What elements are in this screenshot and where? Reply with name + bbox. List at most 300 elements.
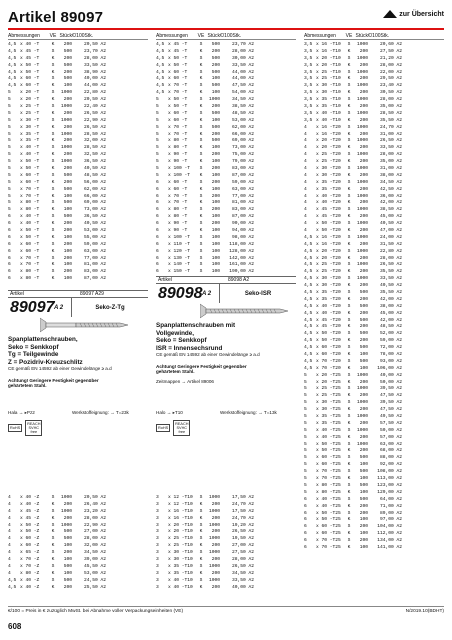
cell-qty: 200 bbox=[211, 193, 220, 199]
table-row bbox=[304, 310, 444, 317]
cell-length: x 35 -T10 bbox=[316, 97, 341, 103]
cell-qty: 100 bbox=[63, 248, 72, 254]
table-row bbox=[8, 117, 148, 124]
cell-price: 26,50 A2 bbox=[231, 563, 254, 569]
cell-dia: 4,5 bbox=[156, 62, 165, 68]
cell-dia: 6 bbox=[156, 214, 159, 220]
cell-pack: S bbox=[199, 234, 203, 240]
cell-length: x 45 -T20 bbox=[316, 324, 341, 330]
table-row bbox=[304, 241, 444, 248]
table-col-2 bbox=[156, 32, 296, 275]
cell-length: x 60 -T bbox=[168, 186, 188, 192]
article-description bbox=[8, 336, 148, 389]
cell-pack: S bbox=[51, 159, 55, 165]
cell-dia: 4,5 bbox=[8, 41, 17, 47]
cell-pack: S bbox=[51, 131, 55, 137]
cell-qty: 200 bbox=[211, 515, 220, 521]
cell-price: 57,50 A2 bbox=[379, 420, 402, 426]
cell-pack: K bbox=[199, 186, 203, 192]
cell-length: x 20 -T bbox=[20, 90, 40, 96]
cell-dia: 6 bbox=[8, 241, 11, 247]
cell-price: 190,00 A2 bbox=[229, 269, 254, 275]
cell-dia: 5 bbox=[8, 179, 11, 185]
table-row bbox=[156, 549, 296, 556]
cell-qty: 200 bbox=[63, 584, 72, 590]
cell-pack: K bbox=[199, 529, 203, 535]
cell-price: 56,00 A2 bbox=[83, 179, 106, 185]
cell-dia: 4 bbox=[8, 529, 11, 535]
cell-pack: S bbox=[51, 536, 55, 542]
table-row bbox=[304, 406, 444, 413]
cell-dia: 3,5 bbox=[304, 110, 313, 116]
cell-length: x 70 -T bbox=[168, 193, 188, 199]
cell-length: x 35 -T20 bbox=[316, 179, 341, 185]
reach-badge: REACH SVHC free bbox=[27, 421, 41, 434]
table-row bbox=[304, 186, 444, 193]
cell-qty: 200 bbox=[359, 310, 368, 316]
table-row bbox=[304, 213, 444, 220]
cell-qty: 200 bbox=[359, 503, 368, 509]
cell-length: x 30 -T20 bbox=[316, 276, 341, 282]
column-header: Stück bbox=[355, 32, 368, 39]
cell-pack: S bbox=[347, 524, 351, 530]
cell-price: 33,50 A2 bbox=[379, 145, 402, 151]
cell-qty: 200 bbox=[211, 179, 220, 185]
cell-dia: 4 bbox=[8, 508, 11, 514]
cell-qty: 200 bbox=[359, 379, 368, 385]
table-row bbox=[156, 165, 296, 172]
cell-pack: K bbox=[51, 207, 55, 213]
cell-pack: K bbox=[51, 97, 55, 103]
cell-price: 47,50 A2 bbox=[231, 83, 254, 89]
cell-pack: S bbox=[51, 227, 55, 233]
cell-dia: 4,5 bbox=[8, 48, 17, 54]
cell-pack: K bbox=[199, 501, 203, 507]
cell-price: 40,50 A2 bbox=[83, 165, 106, 171]
cell-qty: 100 bbox=[211, 255, 220, 261]
cell-qty: 200 bbox=[211, 556, 220, 562]
cell-price: 134,00 A2 bbox=[377, 538, 402, 544]
cell-dia: 5 bbox=[8, 159, 11, 165]
cell-length: x 70 -T bbox=[168, 90, 188, 96]
cell-price: 63,00 A2 bbox=[83, 248, 106, 254]
cell-price: 27,00 A2 bbox=[231, 543, 254, 549]
cell-price: 22,40 A2 bbox=[83, 103, 106, 109]
cell-price: 27,00 A2 bbox=[83, 529, 106, 535]
cell-price: 92,00 A2 bbox=[379, 462, 402, 468]
cell-length: x 60 -T bbox=[168, 76, 188, 82]
cell-pack: K bbox=[347, 503, 351, 509]
cell-price: 64,00 A2 bbox=[379, 496, 402, 502]
table-row bbox=[156, 268, 296, 275]
cell-qty: 200 bbox=[359, 131, 368, 137]
cell-price: 23,70 A2 bbox=[231, 41, 254, 47]
cell-length: x 20 -T25 bbox=[316, 379, 341, 385]
cell-qty: 200 bbox=[63, 152, 72, 158]
cell-pack: K bbox=[347, 517, 351, 523]
table-row bbox=[304, 510, 444, 517]
cell-price: 27,50 A2 bbox=[231, 550, 254, 556]
table-row bbox=[156, 234, 296, 241]
cell-length: x 50 -T bbox=[168, 62, 188, 68]
cell-pack: K bbox=[347, 352, 351, 358]
table-row bbox=[304, 103, 444, 110]
cell-length: x 16 -T10 bbox=[316, 48, 341, 54]
cell-length: x 40 -T bbox=[20, 221, 40, 227]
cell-length: x 40 -T20 bbox=[316, 310, 341, 316]
table-row bbox=[8, 151, 148, 158]
cell-price: 141,00 A2 bbox=[377, 544, 402, 550]
cell-qty: 500 bbox=[359, 290, 368, 295]
table-row bbox=[8, 577, 148, 584]
cell-dia: 5 bbox=[156, 110, 159, 116]
table-row bbox=[304, 227, 444, 234]
cell-price: 77,00 A2 bbox=[83, 255, 106, 261]
cell-qty: 200 bbox=[359, 448, 368, 454]
cell-price: 38,90 A2 bbox=[83, 69, 106, 75]
cell-pack: K bbox=[347, 227, 351, 233]
cell-pack: S bbox=[51, 550, 55, 556]
cell-dia: 5 bbox=[304, 379, 307, 385]
table-row bbox=[156, 117, 296, 124]
cell-length: x 25 -T25 bbox=[316, 386, 341, 392]
cell-qty: 100 bbox=[211, 269, 220, 275]
cell-length: x 20 -T10 bbox=[316, 62, 341, 68]
cell-qty: 200 bbox=[359, 324, 368, 330]
cell-price: 23,20 A2 bbox=[83, 508, 106, 514]
cell-length: x 80 -T bbox=[168, 145, 188, 151]
cell-qty: 200 bbox=[63, 501, 72, 507]
table-row bbox=[8, 186, 148, 193]
cell-length: x 50 -T bbox=[20, 165, 40, 171]
cell-pack: S bbox=[199, 241, 203, 247]
cell-price: 53,00 A2 bbox=[83, 570, 106, 576]
cell-price: 24,70 A2 bbox=[231, 515, 254, 521]
cell-price: 83,00 A2 bbox=[231, 165, 254, 171]
table-header bbox=[8, 32, 148, 40]
cell-length: x 40 -Z bbox=[20, 577, 40, 583]
cell-price: 36,50 A2 bbox=[83, 159, 106, 165]
cell-length: x 30 -T20 bbox=[316, 165, 341, 171]
cell-price: 42,00 A2 bbox=[379, 296, 402, 302]
cell-qty: 100 bbox=[211, 200, 220, 206]
cell-length: x 40 -Z bbox=[20, 501, 40, 507]
cell-pack: K bbox=[199, 172, 203, 178]
material-label: Werkstoffeignung: → T=13k bbox=[220, 410, 277, 415]
cell-length: x 80 -T bbox=[20, 200, 40, 206]
cell-pack: K bbox=[347, 544, 351, 550]
cell-price: 123,00 A2 bbox=[377, 482, 402, 488]
cell-price: 33,50 A2 bbox=[83, 62, 106, 68]
cell-dia: 4,5 bbox=[156, 76, 165, 82]
cell-dia: 5 bbox=[156, 172, 159, 178]
table-row bbox=[304, 448, 444, 455]
cell-qty: 200 bbox=[63, 165, 72, 171]
cell-dia: 4,5 bbox=[304, 248, 313, 254]
cell-dia: 5 bbox=[304, 476, 307, 482]
cell-pack: S bbox=[347, 152, 351, 158]
table-row bbox=[8, 248, 148, 255]
cell-length: x 16 -T20 bbox=[316, 131, 341, 137]
table-row bbox=[304, 454, 444, 461]
cell-qty: 1000 bbox=[356, 110, 368, 116]
table-row bbox=[156, 556, 296, 563]
table-row bbox=[156, 55, 296, 62]
table-col-3 bbox=[304, 32, 444, 551]
cell-price: 23,70 A2 bbox=[83, 48, 106, 54]
cell-qty: 500 bbox=[63, 172, 72, 178]
cell-dia: 6 bbox=[304, 531, 307, 537]
cell-pack: K bbox=[51, 152, 55, 158]
cell-dia: 4,5 bbox=[304, 241, 313, 247]
cell-price: 47,00 A2 bbox=[379, 227, 402, 233]
cell-dia: 6 bbox=[8, 227, 11, 233]
table-row bbox=[304, 82, 444, 89]
cell-dia: 3 bbox=[156, 508, 159, 514]
cell-length: x 50 -T bbox=[168, 103, 188, 109]
cell-price: 36,00 A2 bbox=[379, 193, 402, 199]
cell-length: x 45 -Z bbox=[20, 515, 40, 521]
cell-dia: 5 bbox=[156, 145, 159, 151]
table-row bbox=[304, 392, 444, 399]
cell-pack: S bbox=[199, 152, 203, 158]
cell-length: x 35 -T25 bbox=[316, 414, 341, 420]
cell-pack: S bbox=[347, 331, 351, 337]
cell-pack: S bbox=[347, 345, 351, 351]
cell-length: x 16 -T20 bbox=[316, 234, 341, 240]
cell-pack: S bbox=[51, 62, 55, 68]
cell-qty: 100 bbox=[211, 76, 220, 82]
cell-qty: 500 bbox=[63, 186, 72, 192]
cell-dia: 6 bbox=[304, 503, 307, 509]
cell-dia: 4 bbox=[304, 124, 307, 130]
table-row bbox=[156, 255, 296, 262]
cell-pack: K bbox=[51, 124, 55, 130]
cell-pack: S bbox=[51, 172, 55, 178]
cell-qty: 200 bbox=[63, 97, 72, 103]
table-row bbox=[304, 516, 444, 523]
cell-length: x 40 -T25 bbox=[316, 503, 341, 509]
table-row bbox=[304, 248, 444, 255]
cell-pack: S bbox=[51, 563, 55, 569]
cell-qty: 200 bbox=[359, 296, 368, 302]
table-row bbox=[304, 131, 444, 138]
cell-price: 17,50 A2 bbox=[231, 494, 254, 500]
cell-qty: 200 bbox=[359, 214, 368, 220]
reach-badge: REACH SVHC free bbox=[175, 421, 189, 434]
table-row bbox=[8, 563, 148, 570]
cell-qty: 500 bbox=[359, 455, 368, 461]
cell-dia: 4,5 bbox=[304, 331, 313, 337]
cell-qty: 200 bbox=[359, 255, 368, 261]
cell-qty: 500 bbox=[359, 303, 368, 309]
table-row bbox=[156, 542, 296, 549]
cell-qty: 200 bbox=[359, 538, 368, 544]
cell-qty: 200 bbox=[63, 110, 72, 116]
cell-length: x 35 -T10 bbox=[316, 103, 341, 109]
cell-price: 26,50 A2 bbox=[379, 138, 402, 144]
table-row bbox=[156, 570, 296, 577]
cell-qty: 500 bbox=[211, 83, 220, 89]
cell-qty: 1000 bbox=[356, 386, 368, 392]
article-label: Artikel bbox=[158, 277, 172, 283]
article-label: Artikel bbox=[10, 291, 24, 297]
cell-dia: 5 bbox=[304, 469, 307, 475]
cell-pack: K bbox=[347, 269, 351, 275]
table-row bbox=[8, 82, 148, 89]
cell-pack: S bbox=[51, 214, 55, 220]
table-row bbox=[304, 137, 444, 144]
cell-dia: 4,5 bbox=[8, 83, 17, 89]
cell-dia: 5 bbox=[156, 159, 159, 165]
cell-dia: 4,5 bbox=[304, 310, 313, 316]
cell-qty: 100 bbox=[211, 248, 220, 254]
cell-dia: 4 bbox=[304, 221, 307, 227]
table-row bbox=[156, 131, 296, 138]
cell-length: x 25 -T20 bbox=[316, 269, 341, 275]
table-row bbox=[304, 55, 444, 62]
cell-dia: 5 bbox=[304, 427, 307, 433]
cell-qty: 100 bbox=[211, 214, 220, 220]
cell-length: x 70 -Z bbox=[20, 563, 40, 569]
cell-length: x 70 -T20 bbox=[316, 358, 341, 364]
cell-dia: 3,5 bbox=[304, 62, 313, 68]
cell-length: x 60 -T bbox=[20, 241, 40, 247]
cell-price: 90,00 A2 bbox=[231, 221, 254, 227]
cell-dia: 5 bbox=[156, 152, 159, 158]
badges bbox=[156, 420, 190, 435]
cell-length: x 20 -T10 bbox=[168, 522, 193, 528]
cell-length: x 20 -T20 bbox=[316, 138, 341, 144]
cell-pack: K bbox=[199, 76, 203, 82]
cell-price: 53,00 A2 bbox=[83, 227, 106, 233]
column-header: €/100Stk. bbox=[72, 32, 94, 39]
table-row bbox=[8, 220, 148, 227]
overview-link[interactable] bbox=[383, 10, 444, 18]
cell-qty: 500 bbox=[359, 345, 368, 351]
table-row bbox=[304, 351, 444, 358]
cell-pack: S bbox=[347, 358, 351, 364]
cell-qty: 1000 bbox=[208, 577, 220, 583]
cell-qty: 1000 bbox=[356, 207, 368, 213]
cell-pack: S bbox=[199, 536, 203, 542]
cell-price: 87,00 A2 bbox=[231, 214, 254, 220]
cell-price: 28,00 A2 bbox=[379, 255, 402, 261]
cell-pack: K bbox=[199, 570, 203, 576]
cell-length: x 40 -T25 bbox=[316, 434, 341, 440]
cell-length: x 60 -T bbox=[168, 179, 188, 185]
cell-length: x 40 -T25 bbox=[316, 427, 341, 433]
cell-qty: 100 bbox=[63, 83, 72, 89]
table-row bbox=[304, 489, 444, 496]
cell-length: x 30 -T bbox=[20, 117, 40, 123]
cell-dia: 4,5 bbox=[156, 41, 165, 47]
cell-qty: 200 bbox=[359, 103, 368, 109]
cell-price: 44,00 A2 bbox=[231, 76, 254, 82]
cell-pack: S bbox=[347, 97, 351, 103]
cell-dia: 5 bbox=[304, 414, 307, 420]
cell-pack: K bbox=[199, 90, 203, 96]
cell-dia: 5 bbox=[8, 90, 11, 96]
cell-qty: 500 bbox=[63, 76, 72, 82]
cell-price: 54,00 A2 bbox=[231, 90, 254, 96]
cell-qty: 200 bbox=[63, 41, 72, 47]
cell-dia: 6 bbox=[156, 186, 159, 192]
table-row bbox=[304, 434, 444, 441]
table-row bbox=[304, 96, 444, 103]
column-header: Stück bbox=[59, 32, 72, 39]
cell-pack: K bbox=[199, 515, 203, 521]
table-row bbox=[304, 330, 444, 337]
cell-dia: 6 bbox=[8, 276, 11, 282]
cell-price: 26,40 A2 bbox=[83, 501, 106, 507]
cell-price: 28,50 A2 bbox=[83, 131, 106, 137]
cell-dia: 3 bbox=[156, 577, 159, 583]
cell-price: 62,00 A2 bbox=[231, 124, 254, 130]
cell-length: x 35 -T20 bbox=[316, 296, 341, 302]
table-row bbox=[156, 535, 296, 542]
cell-price: 19,20 A2 bbox=[231, 522, 254, 528]
cell-length: x 70 -T25 bbox=[316, 469, 341, 475]
cell-price: 59,00 A2 bbox=[83, 241, 106, 247]
table-row bbox=[304, 537, 444, 544]
page-title: Artikel 89097 bbox=[8, 9, 104, 26]
table-row bbox=[156, 193, 296, 200]
table-row bbox=[304, 496, 444, 503]
cell-qty: 200 bbox=[211, 131, 220, 137]
cell-pack: S bbox=[347, 482, 351, 488]
cell-dia: 6 bbox=[156, 255, 159, 261]
cell-price: 23,40 A2 bbox=[379, 83, 402, 89]
cell-length: x 70 -Z bbox=[20, 556, 40, 562]
cell-price: 79,00 A2 bbox=[231, 159, 254, 165]
cell-dia: 6 bbox=[156, 269, 159, 275]
cell-dia: 5 bbox=[156, 117, 159, 123]
cell-price: 129,00 A2 bbox=[377, 489, 402, 495]
cell-price: 19,50 A2 bbox=[231, 536, 254, 542]
cell-dia: 6 bbox=[156, 248, 159, 254]
cell-qty: 1000 bbox=[356, 179, 368, 185]
cell-dia: 5 bbox=[304, 400, 307, 406]
cell-price: 20,50 A2 bbox=[83, 41, 106, 47]
cell-pack: K bbox=[51, 276, 55, 282]
cell-price: 28,00 A2 bbox=[83, 55, 106, 61]
column-header: Stück bbox=[207, 32, 220, 39]
cell-price: 28,00 A2 bbox=[379, 152, 402, 158]
desc-norm: CE gemäß EN 14592 ab einer Gewindelänge ≥ a.d bbox=[8, 366, 112, 371]
cell-dia: 6 bbox=[304, 496, 307, 502]
cell-qty: 100 bbox=[211, 262, 220, 268]
cell-pack: S bbox=[347, 427, 351, 433]
cell-length: x 35 -T20 bbox=[316, 186, 341, 192]
table-row bbox=[8, 89, 148, 96]
cell-dia: 4,5 bbox=[8, 76, 17, 82]
cell-price: 24,70 A2 bbox=[379, 124, 402, 130]
cell-qty: 200 bbox=[211, 570, 220, 576]
desc-title: Spanplattenschrauben, bbox=[8, 336, 78, 343]
table-col-1b bbox=[8, 494, 148, 590]
desc-note: Achtung! Geringere Festigkeit gegenüber bbox=[156, 363, 247, 369]
cell-length: x 70 -T bbox=[20, 186, 40, 192]
column-header: €/100Stk. bbox=[220, 32, 242, 39]
cell-qty: 200 bbox=[63, 255, 72, 261]
cell-length: x 25 -T10 bbox=[168, 536, 193, 542]
cell-qty: 1000 bbox=[208, 508, 220, 514]
cell-dia: 5 bbox=[8, 165, 11, 171]
cell-pack: K bbox=[347, 393, 351, 399]
cell-dia: 5 bbox=[8, 124, 11, 130]
cell-length: x 90 -T bbox=[168, 221, 188, 227]
